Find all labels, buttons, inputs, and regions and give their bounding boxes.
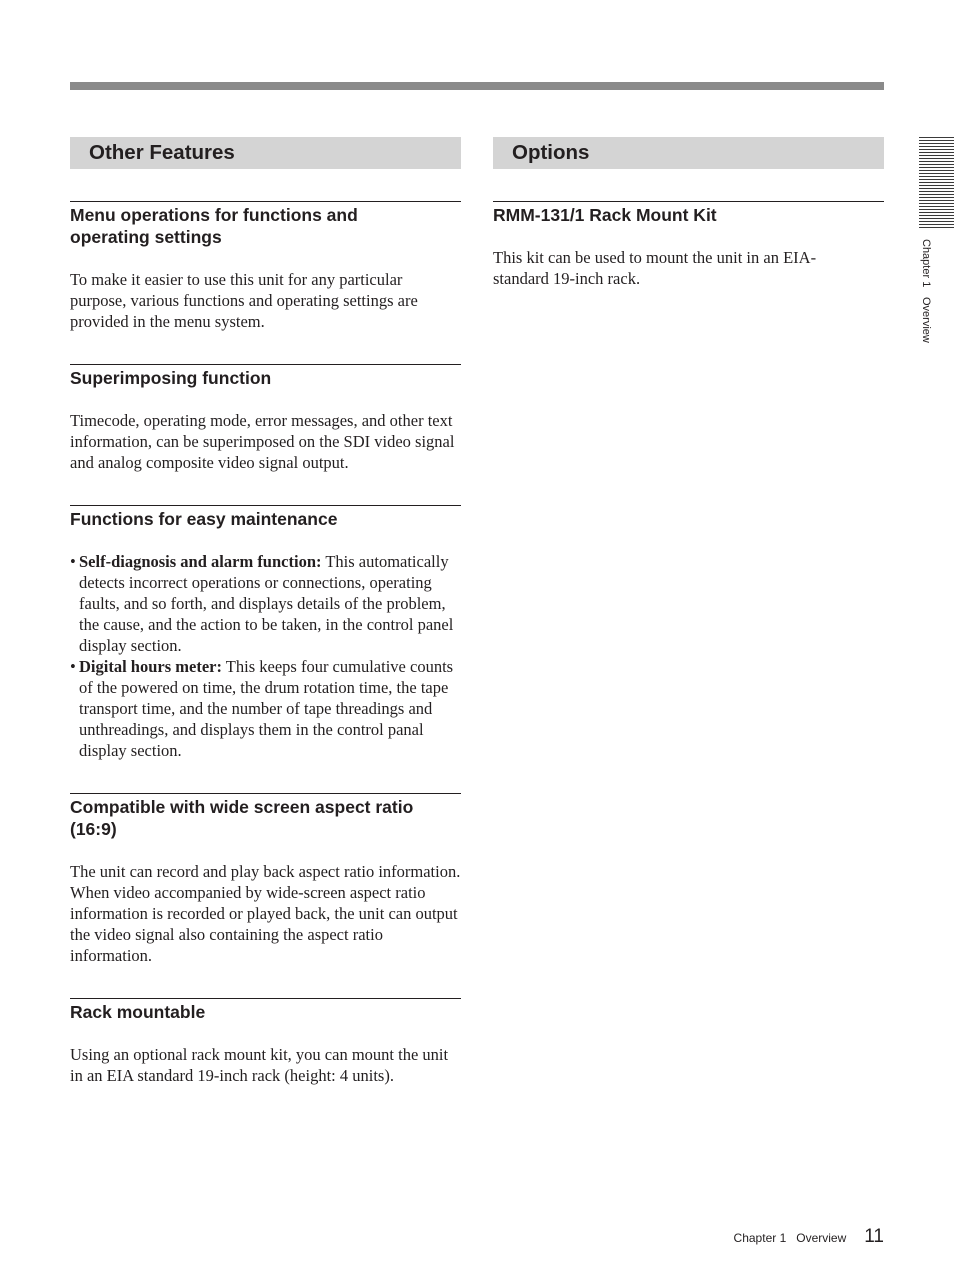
page-number: 11 (864, 1226, 884, 1247)
subsection-heading: Rack mountable (70, 1002, 206, 1022)
heading-line: Compatible with wide screen aspect ratio (70, 797, 414, 817)
body-paragraph: To make it easier to use this unit for any particular purpose, various functions and operating settings are provided in the menu system. (70, 270, 418, 331)
chapter-thumb-label (918, 239, 932, 359)
subsection-rack-mountable (70, 998, 461, 1086)
thumb-chapter: Chapter 1 (920, 239, 932, 288)
subsection-easy-maintenance (70, 505, 461, 761)
subsection-heading: Functions for easy maintenance (70, 509, 338, 529)
subsection-heading (70, 204, 461, 248)
footer-chapter: Chapter 1 (733, 1231, 787, 1245)
bullet-text: This keeps four cumulative counts of the powered on time, the drum rotation time, the tape transport time, and the number of tape threadings and unthreadings, and displays them in the control panal display section. (79, 657, 454, 760)
bullet-term: Self-diagnosis and alarm function: (79, 552, 322, 571)
bullet-marker: • (70, 657, 76, 676)
thumb-section: Overview (920, 297, 932, 344)
bullet-term: Digital hours meter: (79, 657, 222, 676)
subsection-superimposing (70, 364, 461, 473)
list-item (70, 551, 461, 656)
left-column (70, 137, 461, 1086)
list-item (70, 656, 461, 761)
heading-line: operating settings (70, 227, 222, 247)
heading-line: (16:9) (70, 819, 117, 839)
header-rule (70, 82, 884, 90)
subsection-heading: RMM-131/1 Rack Mount Kit (493, 205, 717, 225)
body-paragraph: The unit can record and play back aspect ratio information. When video accompanied by wide-screen aspect ratio information is recorded or played back, the unit can output the video signal also containing the aspect ratio information. (70, 862, 461, 965)
body-paragraph (493, 247, 884, 289)
section-title-options: Options (493, 137, 884, 169)
bullet-text: This automatically detects incorrect operations or connections, operating faults, and so forth, and displays details of the problem, the cause, and the action to be taken, in the control panel display section. (79, 552, 454, 655)
chapter-thumb-tab (919, 137, 954, 229)
subsection-rack-mount-kit (493, 201, 884, 289)
right-column (493, 137, 884, 289)
body-paragraph: Using an optional rack mount kit, you can mount the unit in an EIA standard 19-inch rack (height: 4 units). (70, 1045, 449, 1085)
bullet-marker: • (70, 552, 76, 571)
body-line: standard 19-inch rack. (493, 269, 641, 288)
footer-section: Overview (796, 1231, 847, 1245)
body-line: This kit can be used to mount the unit in an EIA- (493, 248, 817, 267)
subsection-heading: Superimposing function (70, 368, 272, 388)
page-footer (734, 1226, 884, 1252)
subsection-wide-screen (70, 793, 461, 966)
subsection-menu-operations (70, 201, 461, 332)
body-paragraph: Timecode, operating mode, error messages, and other text information, can be superimposed on the SDI video signal and analog composite video signal output. (70, 411, 455, 472)
subsection-heading (70, 796, 461, 840)
feature-list (70, 551, 461, 761)
heading-line: Menu operations for functions and (70, 205, 358, 225)
section-title-other-features: Other Features (70, 137, 461, 169)
